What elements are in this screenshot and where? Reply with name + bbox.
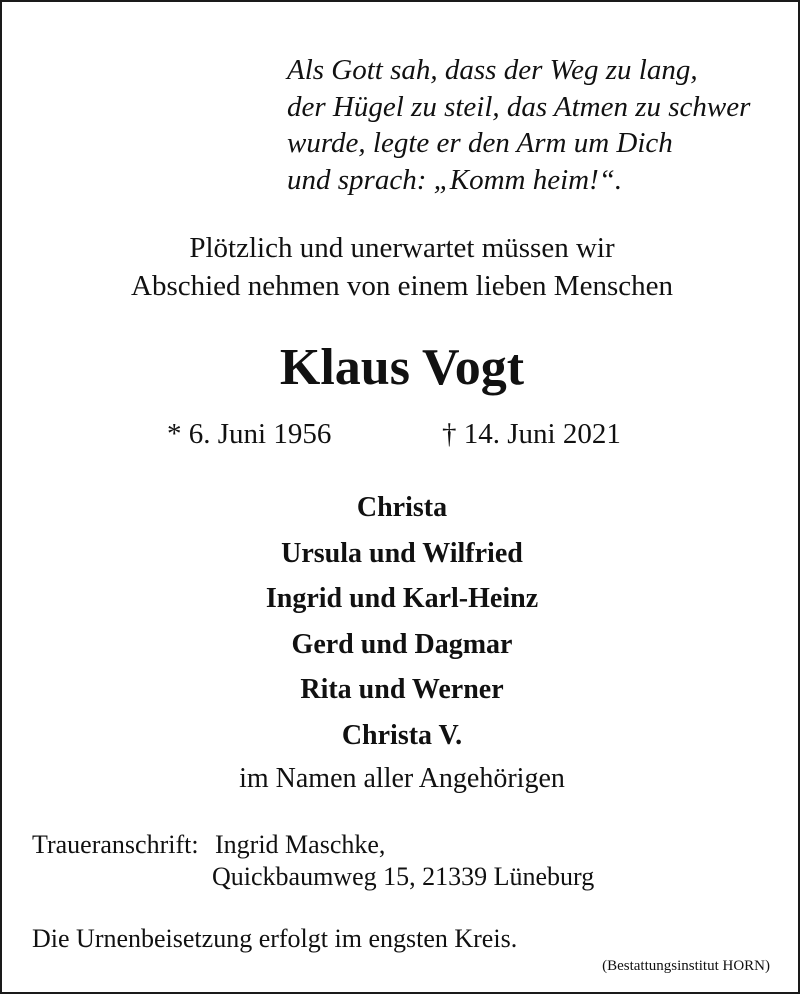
birth-date: * 6. Juni 1956 [167,418,332,450]
death-date: † 14. Juni 2021 [442,418,621,450]
burial-note: Die Urnenbeisetzung erfolgt im engsten Kreis. [32,924,518,953]
deceased-name: Klaus Vogt [279,339,525,396]
mourner-name: Gerd und Dagmar [291,628,513,660]
intro-line-1: Plötzlich und unerwartet müssen wir [189,232,615,264]
funeral-institute: (Bestattungsinstitut HORN) [602,958,770,974]
behalf-line: im Namen aller Angehörigen [239,763,565,794]
intro-text [2,229,800,305]
intro-line-2: Abschied nehmen von einem lieben Menschen [131,270,673,302]
mourner-name: Rita und Werner [300,674,504,705]
address-name: Ingrid Maschke, [215,830,386,859]
poem-line: wurde, legte er den Arm um Dich [287,127,673,159]
mourners-list [2,485,800,758]
mourner-name: Christa V. [341,719,463,751]
poem-line: der Hügel zu steil, das Atmen zu schwer [287,90,751,123]
mourner-name: Ursula und Wilfried [281,537,523,569]
address-label: Traueranschrift: [32,830,199,859]
poem [287,52,750,198]
poem-line: und sprach: „Komm heim!“. [287,163,623,196]
address-street: Quickbaumweg 15, 21339 Lüneburg [212,862,595,891]
mourner-name: Ingrid und Karl-Heinz [265,583,539,614]
mourner-name: Christa [356,492,448,523]
poem-line: Als Gott sah, dass der Weg zu lang, [287,54,698,86]
